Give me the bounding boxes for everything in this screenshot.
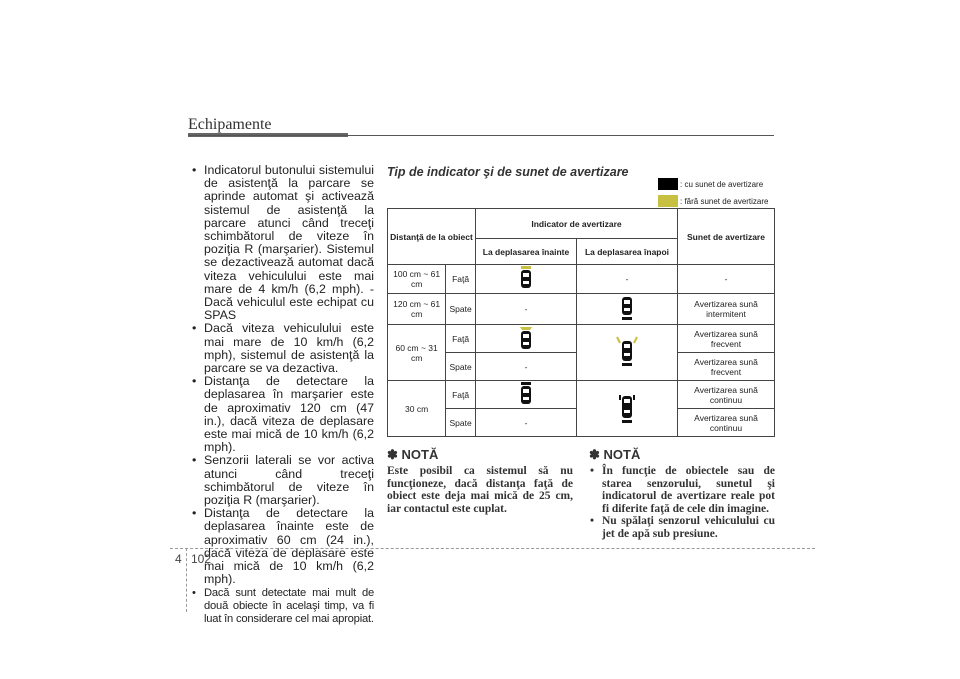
legend-label: : cu sunet de avertizare [680, 179, 764, 189]
bullet-item: • Distanţa de detectare la deplasarea în marşarier este de aproximativ 120 cm (47 in.), dacă viteza de deplasare este mai mică de 10 km/h (6,2 mph). [190, 375, 374, 454]
table-title: Tip de indicator şi de sunet de avertizare [387, 165, 629, 179]
note-list [589, 465, 775, 541]
cell-direction: Faţă [446, 265, 476, 294]
legend-swatch-yellow [658, 195, 678, 207]
bullet-item: • Dacă viteza vehiculului este mai mare de 10 km/h (6,2 mph), sistemul de asistenţă la parcare se va dezactiva. [190, 322, 374, 375]
note-heading: ✽ NOTĂ [589, 447, 641, 462]
legend-item-with-sound [658, 177, 769, 191]
cell-forward: - [476, 409, 577, 437]
footer-dashed-rule [170, 548, 815, 549]
cell-distance: 60 cm ~ 31 cm [388, 325, 446, 381]
cell-sound: Avertizarea sună intermitent [678, 294, 775, 325]
note-heading: ✽ NOTĂ [387, 447, 439, 462]
cell-distance: 100 cm ~ 61 cm [388, 265, 446, 294]
car-front-sensor-icon [519, 266, 533, 290]
cell-forward-icon [476, 381, 577, 409]
note-box-right [589, 447, 775, 541]
cell-reverse: - [577, 265, 678, 294]
legend-item-without-sound [658, 194, 769, 208]
note-list-item: • În funcţie de obiectele sau de starea senzorului, sunetul şi indicatorul de avertizare reale pot fi diferite faţă de cele din imagine. [589, 465, 775, 515]
car-front-sensor-icon [519, 382, 533, 406]
intro-bullet-list [190, 164, 374, 626]
th-reverse: La deplasarea înapoi [577, 239, 678, 265]
footer-dashed-divider [186, 548, 187, 612]
cell-sound: - [678, 265, 775, 294]
cell-sound: Avertizarea sună continuu [678, 381, 775, 409]
cell-direction: Faţă [446, 325, 476, 353]
cell-forward-icon [476, 265, 577, 294]
cell-sound: Avertizarea sună frecvent [678, 353, 775, 381]
th-forward: La deplasarea înainte [476, 239, 577, 265]
legend-swatch-black [658, 178, 678, 190]
cell-forward: - [476, 294, 577, 325]
car-rear-sensor-icon [620, 296, 634, 320]
cell-direction: Spate [446, 294, 476, 325]
th-sound: Sunet de avertizare [678, 209, 775, 265]
car-side-sensor-icon [616, 335, 638, 369]
car-front-sensor-icon [518, 326, 534, 350]
cell-distance: 30 cm [388, 381, 446, 437]
note-text: Este posibil ca sistemul să nu funcţioneze, dacă distanţa faţă de obiect este deja mai mică de 25 cm, iar contactul este cuplat. [387, 465, 573, 515]
cell-reverse-icon [577, 294, 678, 325]
th-indicator: Indicator de avertizare [476, 209, 678, 239]
bullet-item: • Distanţa de detectare la deplasarea înainte este de aproximativ 60 cm (24 in.), dacă viteza de deplasare este mai mică de 10 km/h (6,2 mph). [190, 507, 374, 586]
cell-direction: Spate [446, 353, 476, 381]
cell-distance: 120 cm ~ 61 cm [388, 294, 446, 325]
note-list-item: • Nu spălaţi senzorul vehiculului cu jet de apă sub presiune. [589, 515, 775, 540]
cell-reverse-icon [577, 381, 678, 437]
note-box-left [387, 447, 573, 515]
legend-label: : fără sunet de avertizare [680, 196, 769, 206]
warning-indicator-table [387, 208, 775, 437]
th-distance: Distanţă de la obiect [388, 209, 476, 265]
section-number: 4 [175, 552, 182, 566]
cell-sound: Avertizarea sună continuu [678, 409, 775, 437]
cell-sound: Avertizarea sună frecvent [678, 325, 775, 353]
page-header-title: Echipamente [188, 116, 272, 133]
bullet-item: • Dacă sunt detectate mai mult de două obiecte în acelaşi timp, va fi luat în considerare cel mai apropiat. [190, 587, 374, 627]
cell-direction: Faţă [446, 381, 476, 409]
legend [658, 177, 769, 211]
bullet-item: • Senzorii laterali se vor activa atunci când treceţi schimbătorul de viteze în poziţia R (marşarier). [190, 454, 374, 507]
cell-forward: - [476, 353, 577, 381]
cell-reverse-icon [577, 325, 678, 381]
page-number: 102 [191, 552, 212, 566]
cell-direction: Spate [446, 409, 476, 437]
car-side-sensor-icon [616, 391, 638, 425]
header-rule [188, 135, 774, 136]
bullet-item: • Indicatorul butonului sistemului de asistenţă la parcare se aprinde automat şi activează sistemul de asistenţă la parcare atunci când treceţi schimbătorul de viteze în poziţia R (marşarier). Sistemul se dezactivează automat dacă viteza vehiculului este mai mare de 4 km/h (6,2 mph). - Dacă vehiculul este echipat cu SPAS [190, 164, 374, 322]
cell-forward-icon [476, 325, 577, 353]
